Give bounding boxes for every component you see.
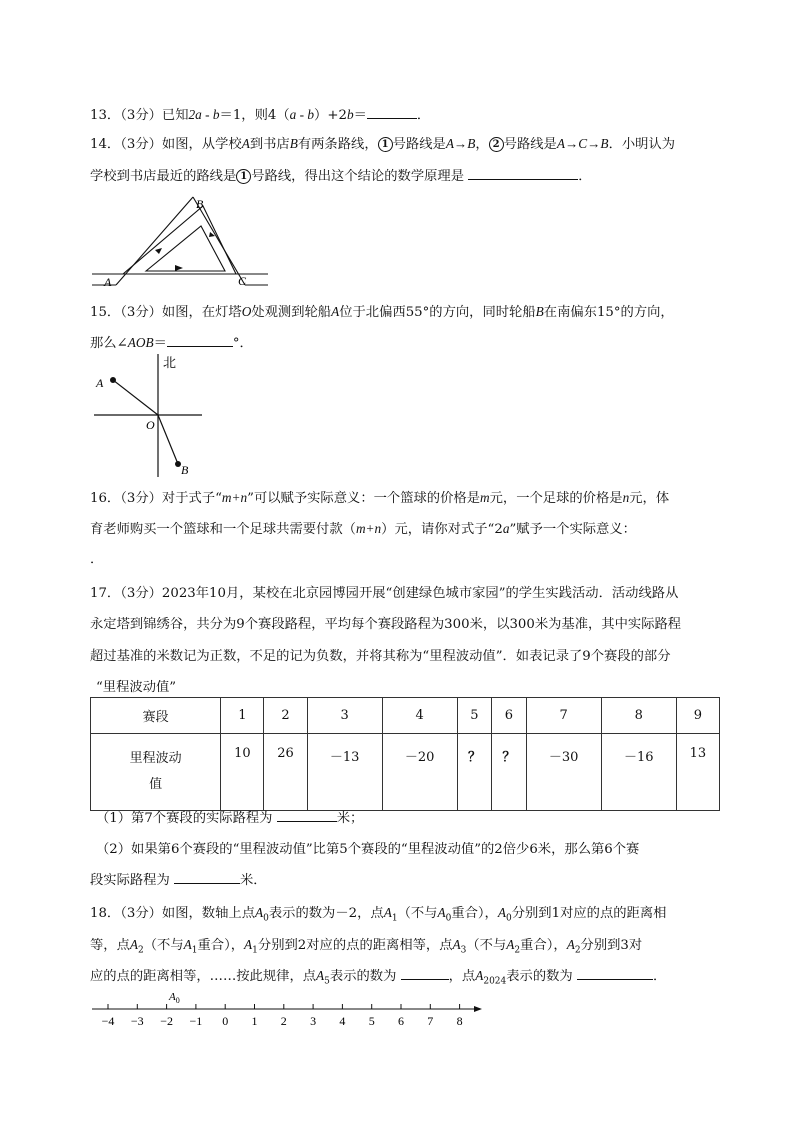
table-cell: ？	[457, 734, 491, 811]
q14-line-2	[90, 165, 592, 184]
label-C: C	[238, 274, 247, 288]
q15-text: 位于北偏西55°的方向，同时轮船	[339, 305, 536, 320]
table-cell: 7	[526, 698, 601, 734]
q13-text: 13．（3分）已知	[90, 108, 189, 123]
point-A	[110, 377, 116, 383]
q18-var: A	[183, 937, 192, 952]
label-O: O	[146, 418, 155, 432]
axis-tick-label: −4	[101, 1014, 115, 1028]
axis-tick-label: 5	[368, 1014, 375, 1028]
row-label-part: 里程波动	[129, 751, 182, 766]
q17-line-4: “里程波动值”	[96, 680, 177, 695]
q14-text: 到书店	[249, 137, 290, 152]
table-cell: 9	[676, 698, 719, 734]
q17-sub1-answer-blank[interactable]	[277, 809, 337, 822]
q18-sub: 5	[324, 976, 330, 987]
q18-line-1	[90, 902, 666, 924]
q18-var: A	[437, 905, 446, 920]
q17-text: 米；	[336, 811, 364, 826]
q16-line-1	[90, 487, 669, 506]
q18-text: 等，点	[90, 938, 130, 953]
table-row-values	[91, 734, 720, 811]
q17-text: 米．	[240, 873, 267, 888]
axis-tick-label: 7	[427, 1014, 434, 1028]
label-B: B	[196, 197, 204, 211]
q14-text: ，	[475, 137, 489, 152]
table-cell: 26	[264, 734, 307, 811]
q14-answer-blank[interactable]	[468, 167, 578, 180]
q16-line-2	[90, 518, 636, 537]
row-label-part: 值	[149, 777, 163, 792]
q18-line-3	[90, 965, 666, 987]
route-arrow	[175, 265, 183, 271]
q18-sub: 2	[138, 945, 144, 956]
axis-tick-label: 4	[339, 1014, 346, 1028]
circled-number-1: 1	[236, 169, 251, 184]
q18-text: 表示的数为	[329, 969, 397, 984]
q15-text: 处观测到轮船	[251, 305, 332, 320]
q18-var: A	[497, 905, 506, 920]
axis-tick-label: −3	[130, 1014, 144, 1028]
axis-ticks	[102, 1004, 463, 1028]
q14-route-1: A→B	[445, 136, 476, 151]
route-arrow	[155, 248, 162, 254]
q18-var: A	[255, 905, 264, 920]
label-A: A	[104, 275, 112, 289]
axis-tick-label: 3	[310, 1014, 317, 1028]
axis-tick-label: −2	[160, 1014, 173, 1028]
q18-sub: 2	[514, 945, 521, 956]
label-B: B	[181, 463, 189, 477]
q16-expr: m+n	[355, 521, 382, 536]
q17-text: 段实际路程为	[90, 873, 170, 888]
q16-text: ．	[90, 552, 104, 567]
q18-text: 应的点的距离相等，……按此规律，点	[90, 969, 317, 984]
q18-var: A	[566, 937, 575, 952]
q14-text: ．小明认为	[608, 137, 676, 152]
q15-text: 在南偏东15°的方向，	[543, 305, 674, 320]
table-row-header	[91, 698, 720, 734]
q16-text: ”可以赋予实际意义：一个篮球的价格是	[247, 491, 480, 506]
table-cell: 13	[676, 734, 719, 811]
q18-text: （不与	[143, 938, 184, 953]
label-A: A	[96, 376, 104, 390]
q15-text: 那么∠	[90, 336, 128, 351]
axis-arrow-icon	[474, 1006, 482, 1012]
q15-text: °．	[232, 336, 253, 351]
q16-var: m	[480, 490, 490, 505]
q13-expr-2: a - b	[289, 107, 315, 122]
table-cell: －20	[382, 734, 457, 811]
q15-var: A	[331, 304, 340, 319]
q18-sub: 3	[460, 945, 467, 956]
q14-var: A	[241, 136, 250, 151]
q17-sub2-answer-blank[interactable]	[174, 871, 240, 884]
axis-tick-label: 2	[280, 1014, 287, 1028]
q17-line-2: 永定塔到锦绣谷，共分为9个赛段路程，平均每个赛段路程为300米，以300米为基准，其中实际路程	[90, 617, 682, 632]
q18-var: A	[452, 937, 461, 952]
q18-text: （不与	[397, 906, 438, 921]
q18-text: 重合），	[451, 906, 498, 921]
circled-number-1: 1	[378, 137, 393, 152]
q16-text: 元，体	[629, 491, 670, 506]
q14-route-figure	[88, 194, 268, 290]
q18-text: 表示的数为－2，点	[268, 906, 384, 921]
table-cell: －16	[601, 734, 676, 811]
q13-equals: ＝	[353, 108, 367, 123]
q14-route-2: A→C→B	[556, 136, 609, 151]
q17-text: （1）第7个赛段的实际路程为	[96, 811, 273, 826]
table-row-label: 赛段	[91, 698, 221, 734]
q18-text: （不与	[466, 938, 507, 953]
q16-var: n	[622, 490, 630, 505]
q16-expr: m+n	[221, 490, 248, 505]
q18-text: 重合），	[197, 938, 245, 953]
q14-text: 号路线，得出这个结论的数学原理是	[251, 169, 465, 184]
inner-route-path	[146, 226, 225, 271]
axis-tick-label: 6	[398, 1014, 404, 1028]
q18-period: ．	[652, 969, 667, 984]
table-cell: 5	[457, 698, 491, 734]
ray-OA	[113, 380, 158, 415]
q18-text: 表示的数为	[506, 969, 573, 984]
table-cell: 8	[601, 698, 676, 734]
q15-text: 15．（3分）如图，在灯塔	[90, 305, 242, 320]
q13-period: ．	[416, 108, 431, 123]
q16-text: 元，一个足球的价格是	[489, 491, 623, 506]
axis-tick-label: 0	[222, 1014, 229, 1028]
q15-answer-blank[interactable]	[167, 334, 233, 347]
axis-tick-label: 1	[251, 1014, 258, 1028]
q15-var: B	[535, 304, 544, 319]
table-cell: 3	[307, 698, 382, 734]
q13-expr: 2a - b	[188, 107, 220, 122]
q18-text: 重合），	[520, 938, 567, 953]
q18-var: A	[506, 937, 515, 952]
q14-text: 学校到书店最近的路线是	[90, 169, 237, 184]
q18-text: 18．（3分）如图，数轴上点	[90, 906, 255, 921]
ray-OB	[158, 415, 178, 464]
q16-text: 育老师购买一个篮球和一个足球共需要付款（	[90, 522, 356, 537]
q15-angle: AOB	[127, 335, 154, 350]
table-cell: 6	[492, 698, 526, 734]
point-A0-label: $A_0$	[169, 991, 180, 1005]
q13-text-2: ＝1，则4（	[219, 108, 290, 123]
q15-line-1	[90, 301, 674, 320]
q18-var: A	[129, 937, 139, 952]
q13-var-b: b	[346, 107, 354, 122]
q18-answer-blank-2[interactable]	[577, 967, 653, 980]
q18-text: ，点	[448, 969, 476, 984]
q18-var: A	[316, 968, 325, 983]
q14-text: 14．（3分）如图，从学校	[90, 137, 242, 152]
mileage-table	[90, 697, 720, 811]
table-cell: 10	[221, 734, 264, 811]
q15-var: O	[241, 304, 252, 319]
q16-text: ）元，请你对式子“2	[381, 522, 503, 537]
q17-sub2-line-2	[90, 869, 267, 888]
axis-tick-label: 8	[456, 1014, 463, 1028]
q17-sub2-line-1: （2）如果第6个赛段的“里程波动值”比第5个赛段的“里程波动值”的2倍少6米，那么第6个赛	[96, 842, 640, 857]
q13-text-3: ）+2	[314, 108, 347, 123]
q15-line-2	[90, 332, 253, 351]
q18-var: A	[475, 968, 484, 983]
q18-text: 分别到3对	[580, 938, 643, 953]
q18-var: A	[244, 937, 253, 952]
q18-line-2	[90, 934, 642, 956]
road-line	[116, 197, 193, 285]
q16-var: a	[502, 521, 510, 536]
q18-sub: 2	[574, 945, 581, 956]
q13-answer-blank[interactable]	[367, 106, 417, 119]
q17-line-1: 17．（3分）2023年10月，某校在北京园博园开展“创建绿色城市家园”的学生实践活动．活动线路从	[90, 586, 679, 601]
table-cell: 2	[264, 698, 307, 734]
q18-sub: 1	[252, 945, 258, 956]
q18-sub: 0	[445, 913, 452, 924]
table-cell: ？	[492, 734, 526, 811]
q14-text: 号路线是	[392, 137, 446, 152]
q14-text: 有两条路线，	[297, 137, 378, 152]
q17-sub1	[96, 807, 363, 826]
q14-line-1	[90, 133, 675, 152]
q18-sub: 1	[191, 945, 198, 956]
north-label: 北	[163, 356, 177, 371]
q14-var: B	[289, 136, 298, 151]
q17-line-3: 超过基准的米数记为正数，不足的记为负数，并将其称为“里程波动值”．如表记录了9个赛段的部分	[90, 649, 671, 664]
outer-route-path	[123, 206, 236, 274]
axis-tick-label: −1	[189, 1014, 203, 1028]
table-cell: 1	[221, 698, 264, 734]
q15-text: ＝	[153, 336, 167, 351]
q18-answer-blank-1[interactable]	[401, 967, 449, 980]
q14-period: ．	[578, 169, 592, 184]
q18-text: 分别到1对应的点的距离相	[511, 906, 667, 921]
table-row-label	[91, 734, 221, 811]
q18-var: A	[383, 905, 392, 920]
q14-text: 号路线是	[503, 137, 557, 152]
q16-text: 16．（3分）对于式子“	[90, 491, 222, 506]
q16-line-3	[90, 548, 103, 567]
table-cell: －13	[307, 734, 382, 811]
table-cell: 4	[382, 698, 457, 734]
q18-sub: 0	[263, 913, 269, 924]
q13-line	[90, 104, 430, 123]
q15-direction-figure	[90, 350, 205, 480]
q18-sub: 0	[505, 913, 512, 924]
q18-text: 分别到2对应的点的距离相等，点	[257, 938, 453, 953]
q18-sub: 2024	[483, 976, 507, 987]
circled-number-2: 2	[489, 137, 504, 152]
table-cell: －30	[526, 734, 601, 811]
number-line-figure	[88, 986, 488, 1032]
q16-text: ”赋予一个实际意义：	[509, 522, 636, 537]
q18-sub: 1	[391, 913, 398, 924]
